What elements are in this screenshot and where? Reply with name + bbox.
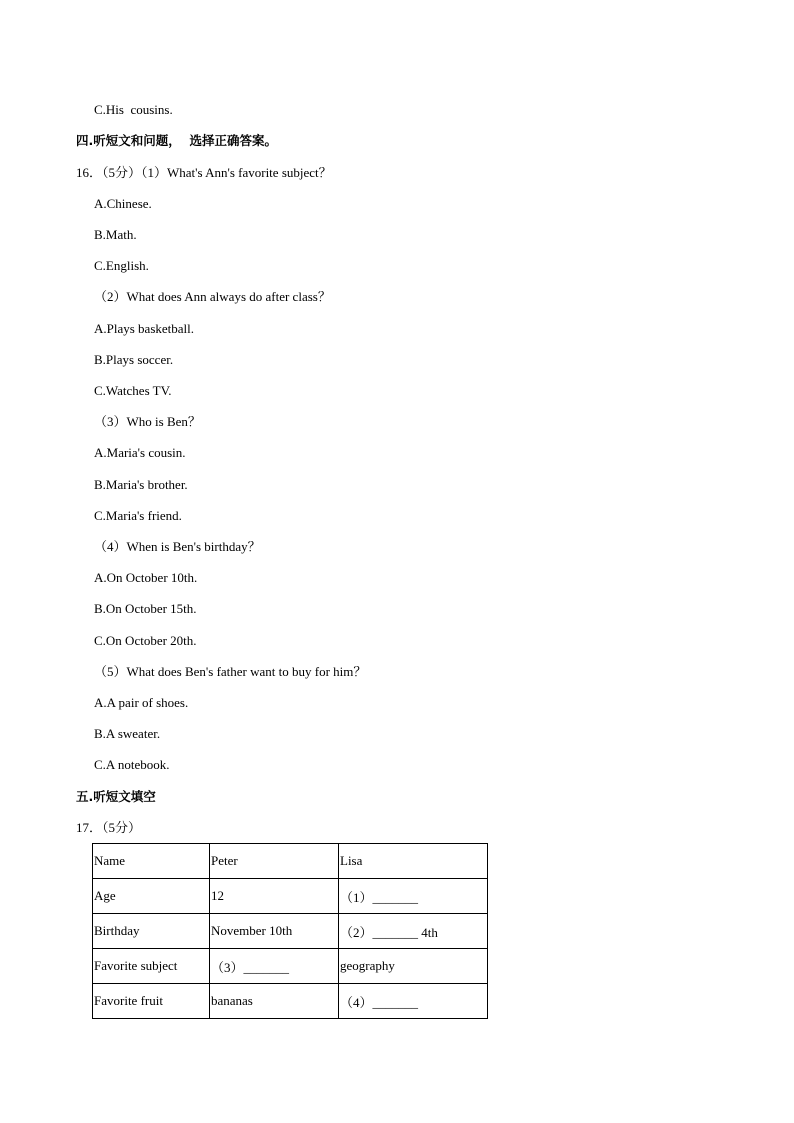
q16-2-option-a: A.Plays basketball. [94,321,195,336]
table-row [93,914,488,949]
table-row [93,879,488,914]
table-cell: Favorite subject [93,949,210,984]
q16-3-option-a: A.Maria's cousin. [94,445,186,460]
question-16 [76,165,332,181]
q16-3-option-c: C.Maria's friend. [94,508,182,523]
q16-1-option-a: A.Chinese. [94,196,152,211]
table-cell: November 10th [210,914,339,949]
table-cell: 12 [210,879,339,914]
q16-4-stem: （4）When is Ben's birthday？ [94,539,261,554]
table-cell: geography [339,949,488,984]
q16-1-option-c: C.English. [94,258,149,273]
table-row [93,844,488,879]
blank-1-cell[interactable]: （1）_______ [339,879,488,914]
blank-2-cell[interactable]: （2）_______ 4th [339,914,488,949]
q16-2-stem: （2）What does Ann always do after class？ [94,289,331,304]
q16-4-option-c: C.On October 20th. [94,633,197,648]
q16-3-stem: （3）Who is Ben？ [94,414,201,429]
q16-1-option-b: B.Math. [94,227,137,242]
q16-5-option-a: A.A pair of shoes. [94,695,189,710]
q16-2-option-c: C.Watches TV. [94,383,172,398]
fill-in-table [92,843,488,1019]
table-cell: Name [93,844,210,879]
table-row [93,984,488,1019]
previous-option-c: C.His cousins. [94,102,173,117]
table-cell: bananas [210,984,339,1019]
q16-5-option-b: B.A sweater. [94,726,161,741]
blank-3-cell[interactable]: （3）_______ [210,949,339,984]
q16-5-option-c: C.A notebook. [94,757,170,772]
section-5-heading: 五.听短文填空 [76,789,156,804]
q16-4-option-a: A.On October 10th. [94,570,198,585]
section-4-heading: 四.听短文和问题， 选择正确答案。 [76,133,277,148]
question-17-number: 17．（5分） [76,820,142,835]
blank-4-cell[interactable]: （4）_______ [339,984,488,1019]
table-cell: Age [93,879,210,914]
q16-4-option-b: B.On October 15th. [94,601,197,616]
table-cell: Favorite fruit [93,984,210,1019]
table-cell: Birthday [93,914,210,949]
question-16-part-1-stem: （1）What's Ann's favorite subject？ [141,165,332,180]
table-row [93,949,488,984]
table-cell: Peter [210,844,339,879]
q16-3-option-b: B.Maria's brother. [94,477,188,492]
table-cell: Lisa [339,844,488,879]
q16-5-stem: （5）What does Ben's father want to buy for him？ [94,664,367,679]
question-16-number: 16．（5分） [76,165,142,180]
q16-2-option-b: B.Plays soccer. [94,352,174,367]
